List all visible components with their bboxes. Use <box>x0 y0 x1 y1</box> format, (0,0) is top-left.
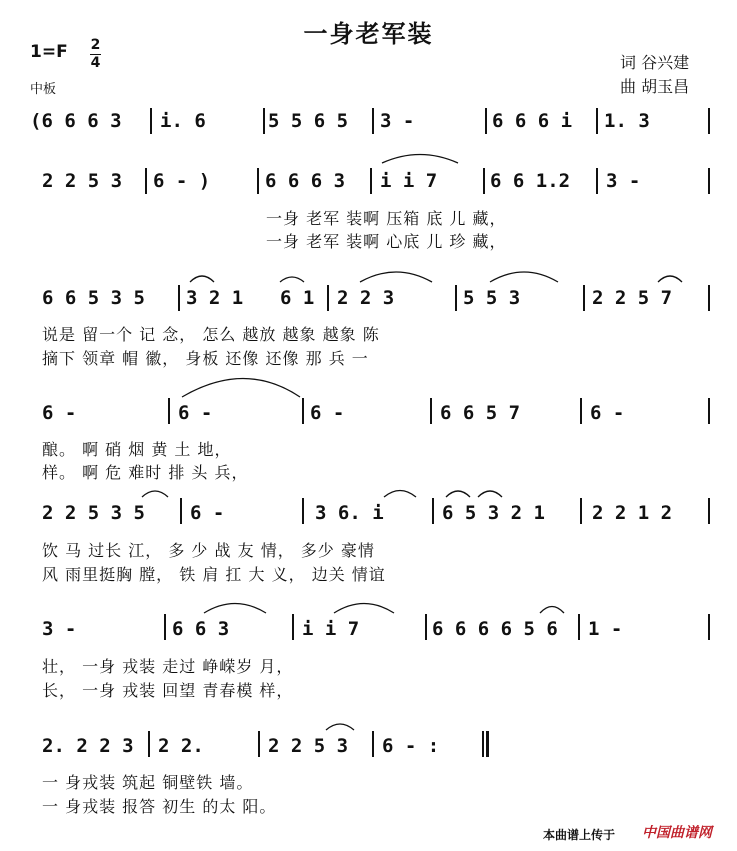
slur <box>360 272 432 282</box>
slur <box>142 491 168 497</box>
measure: 2 2 5 3 <box>42 170 123 192</box>
lyric-verse-2: 样。 啊 危 难时 排 头 兵， <box>42 463 249 482</box>
measure: 6 6 6 6 5 6 <box>432 618 558 640</box>
slur <box>182 379 300 398</box>
key-signature: 1=F <box>30 42 68 62</box>
measure: i i 7 <box>380 170 438 192</box>
measure: 1. 3 <box>604 110 650 132</box>
measure: 5 5 6 5 <box>268 110 349 132</box>
slur <box>478 491 502 497</box>
measure: 2 2 5 3 5 <box>42 502 145 524</box>
lyric-verse-2: 摘下 领章 帽 徽， 身板 还像 还像 那 兵 一 <box>42 349 369 368</box>
measure: 6 - <box>590 402 625 424</box>
lyric-verse-1: 酿。 啊 硝 烟 黄 土 地， <box>42 440 232 459</box>
slur <box>190 276 214 282</box>
measure: 6 5 3 2 1 <box>442 502 545 524</box>
lyric-verse-1: 一身 老军 装啊 压箱 底 儿 藏， <box>266 209 507 228</box>
measure: 3 2 1 <box>186 287 244 309</box>
measure: 6 - ) <box>153 170 211 192</box>
footer-upload-note: 本曲谱上传于 <box>543 828 616 842</box>
measure: 6 - <box>190 502 225 524</box>
measure: 6 - : <box>382 735 440 757</box>
lyricist-credit: 词 谷兴建 <box>620 53 690 72</box>
measure: 5 5 3 <box>463 287 521 309</box>
slur <box>334 604 394 614</box>
lyric-verse-2: 一身 老军 装啊 心底 儿 珍 藏， <box>266 232 507 251</box>
composer-credit: 曲 胡玉昌 <box>620 77 690 96</box>
lyric-verse-1: 饮 马 过长 江， 多 少 战 友 情， 多少 豪情 <box>42 541 375 560</box>
measure: 6 6 1.2 <box>490 170 571 192</box>
lyric-verse-1: 壮， 一身 戎装 走过 峥嵘岁 月， <box>42 657 294 676</box>
slur <box>540 607 564 614</box>
measure: 2 2. <box>158 735 204 757</box>
measure: 6 - <box>310 402 345 424</box>
measure: 2 2 3 <box>337 287 395 309</box>
measure: 3 - <box>380 110 415 132</box>
tempo-marking: 中板 <box>30 82 57 97</box>
slur <box>326 724 354 730</box>
slur <box>384 491 416 498</box>
lyric-verse-2: 风 雨里挺胸 膛， 铁 肩 扛 大 义， 边关 情谊 <box>42 565 386 584</box>
measure: 6 6 3 <box>172 618 230 640</box>
song-title: 一身老军装 <box>303 20 434 48</box>
slur <box>204 604 266 614</box>
slur <box>490 272 558 282</box>
slur <box>446 491 470 497</box>
measure: i. 6 <box>160 110 206 132</box>
measure: 2. 2 2 3 <box>42 735 134 757</box>
measure: 6 6 5 3 5 <box>42 287 145 309</box>
measure: 3 - <box>42 618 77 640</box>
lyric-verse-2: 一 身戎装 报答 初生 的太 阳。 <box>42 797 277 816</box>
measure: 6 6 6 3 <box>265 170 346 192</box>
measure: 6 - <box>42 402 77 424</box>
measure: 6 6 5 7 <box>440 402 521 424</box>
measure: 2 2 5 7 <box>592 287 673 309</box>
slur <box>280 277 304 282</box>
slur <box>658 276 682 282</box>
measure: 2 2 5 3 <box>268 735 349 757</box>
measure: i i 7 <box>302 618 360 640</box>
measure: 3 6. i <box>315 502 384 524</box>
measure: 6 6 6 i <box>492 110 573 132</box>
lyric-verse-1: 说是 留一个 记 念， 怎么 越放 越象 越象 陈 <box>42 325 380 344</box>
slur <box>382 155 458 164</box>
measure: 2 2 1 2 <box>592 502 673 524</box>
measure: 6 1 <box>280 287 315 309</box>
time-sig-top: 2 <box>90 37 101 53</box>
lyric-verse-2: 长， 一身 戎装 回望 青春模 样， <box>42 681 294 700</box>
measure: 6 - <box>178 402 213 424</box>
measure: 1 - <box>588 618 623 640</box>
lyric-verse-1: 一 身戎装 筑起 铜壁铁 墙。 <box>42 773 254 792</box>
measure: (6 6 6 3 <box>30 110 122 132</box>
site-logo[interactable]: 中国曲谱网 <box>642 825 712 841</box>
measure: 3 - <box>606 170 641 192</box>
time-sig-bottom: 4 <box>90 55 101 71</box>
